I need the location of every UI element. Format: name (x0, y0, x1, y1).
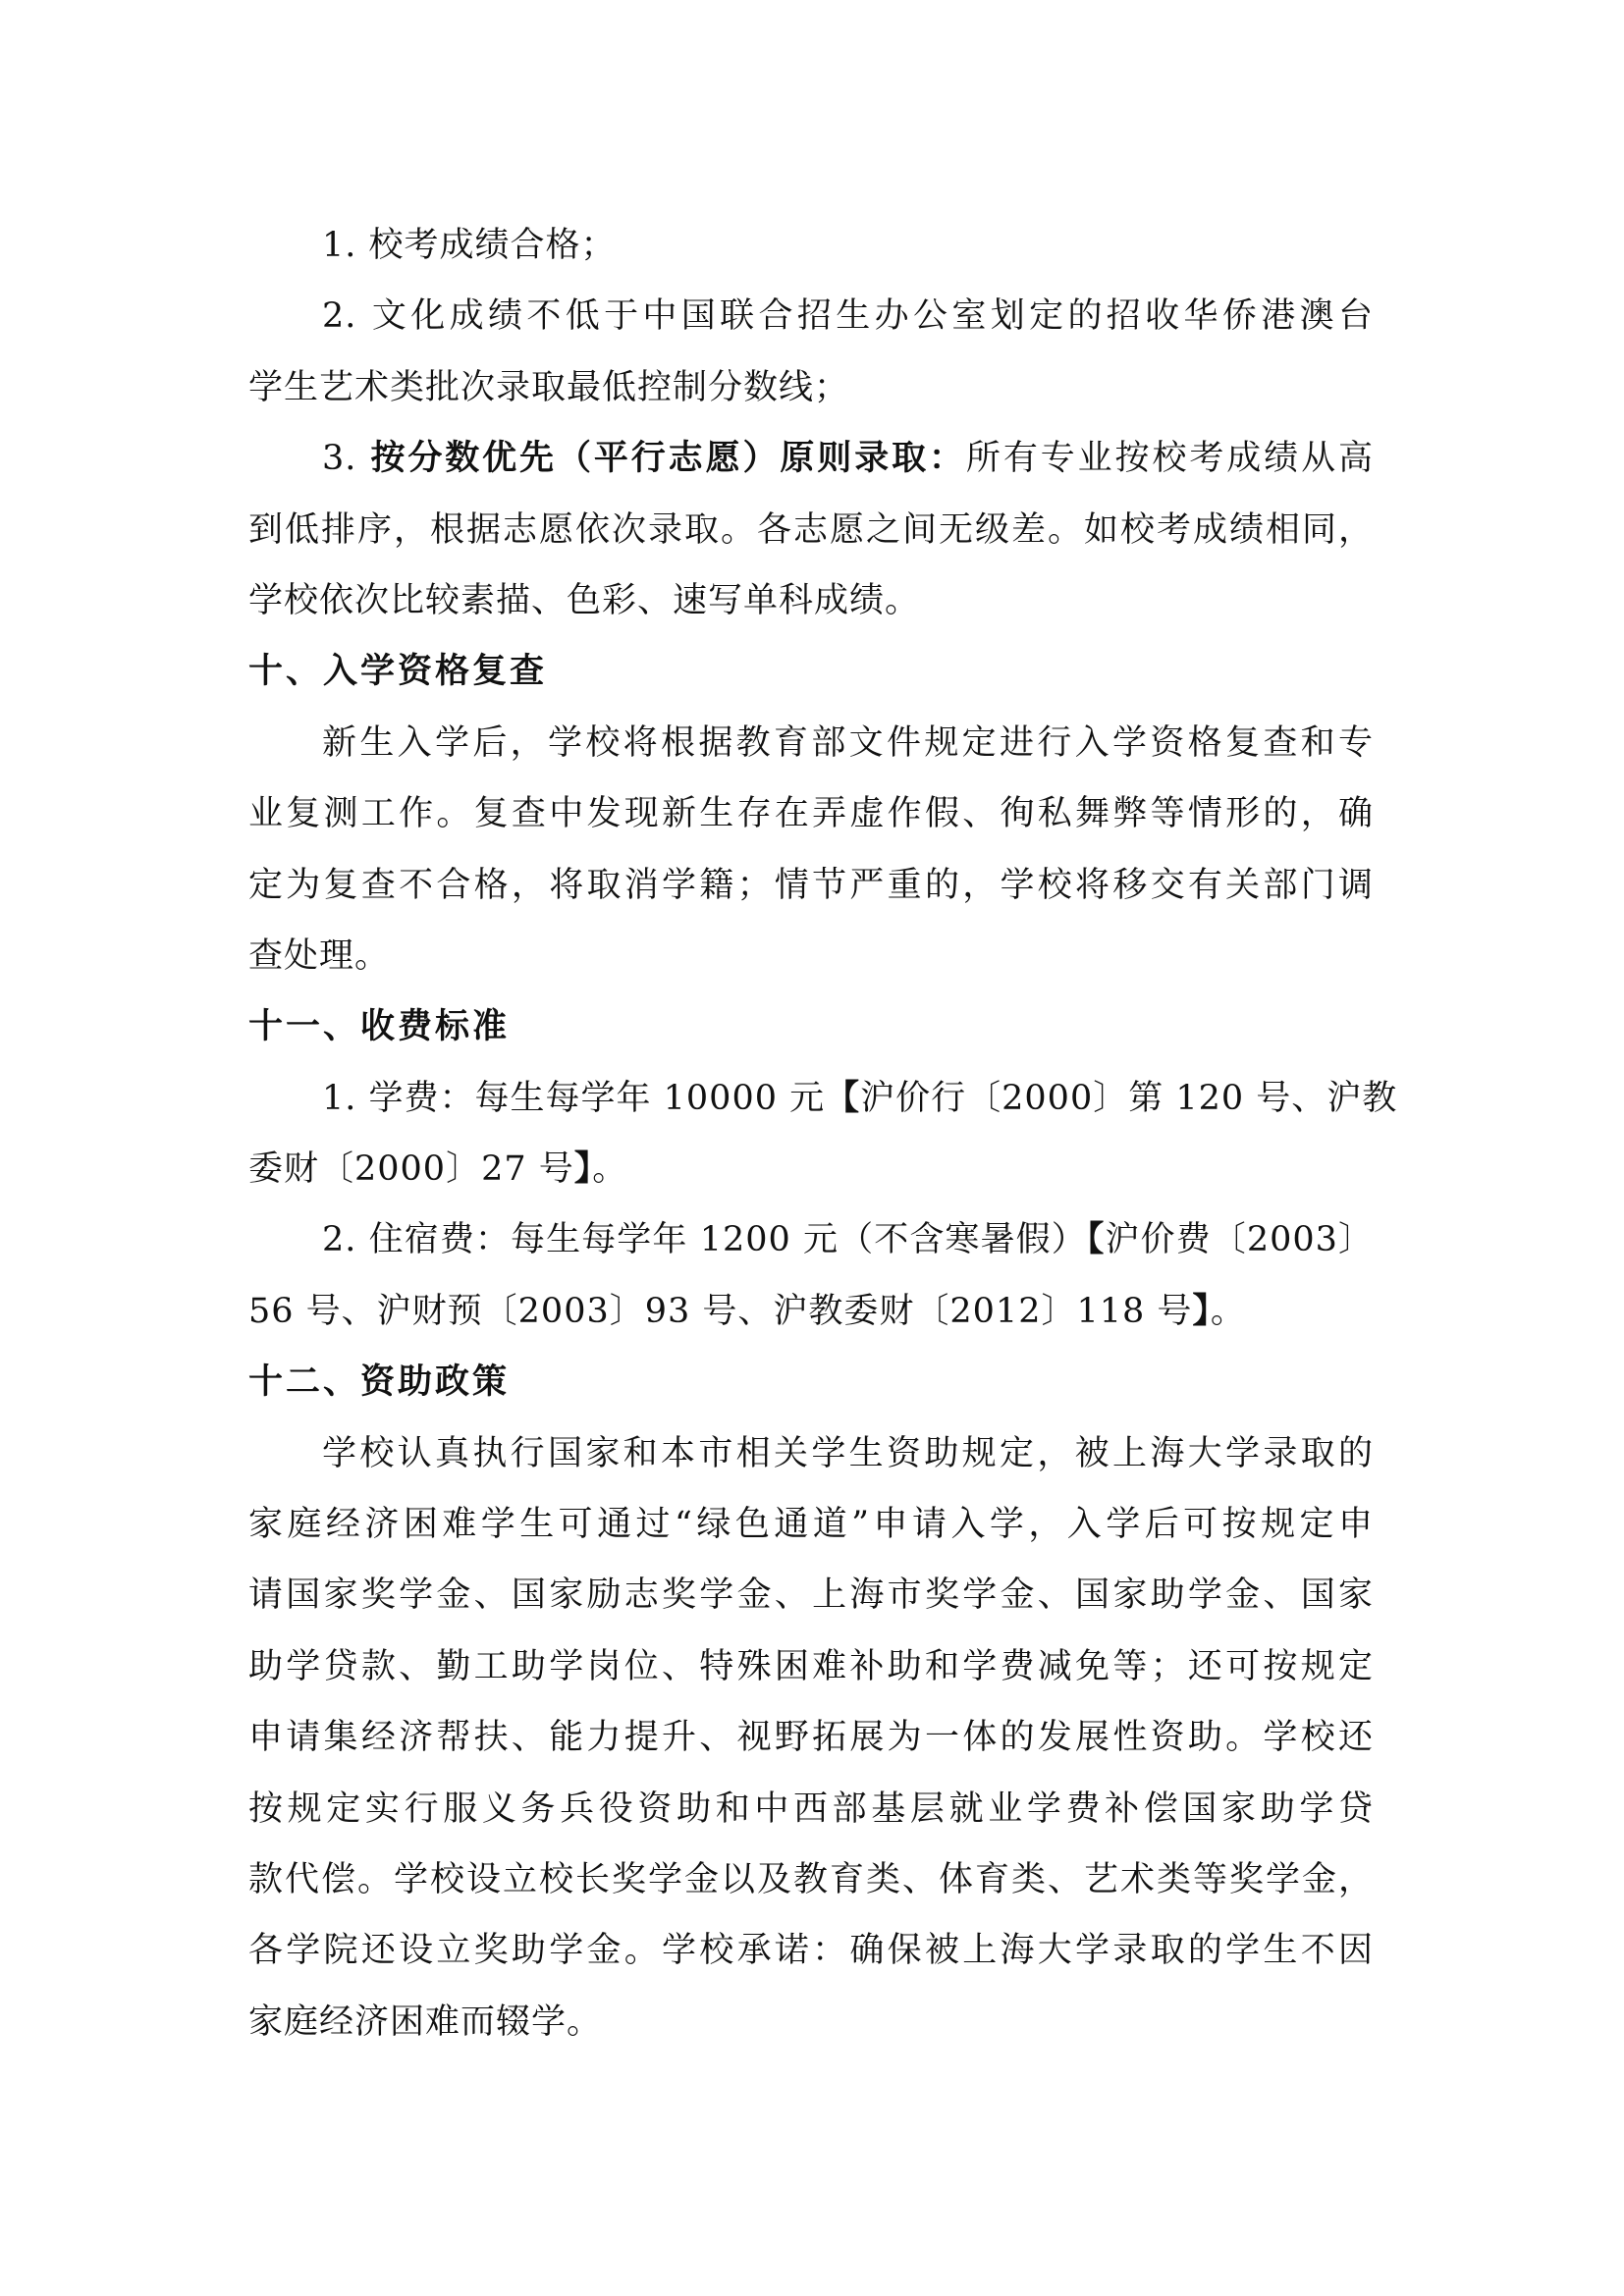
close-bracket: 】 (573, 1148, 593, 1190)
fee-tuition-text: 1. 学费：每生每学年 10000 元 (322, 1078, 826, 1118)
fee-item-1-line-2 (248, 1134, 1374, 1204)
fee-item-2-line-1 (248, 1204, 1374, 1275)
section-10-line: 新生入学后，学校将根据教育部文件规定进行入学资格复查和专 (322, 722, 1374, 763)
section-12-line: 家庭经济困难学生可通过“绿色通道”申请入学，入学后可按规定申 (248, 1505, 1374, 1545)
fee-tuition-reference-cont: 委财〔2000〕27 号 (248, 1149, 574, 1190)
section-12-line: 请国家奖学金、国家励志奖学金、上海市奖学金、国家助学金、国家 (248, 1575, 1374, 1616)
fee-lodging-text: 2. 住宿费：每生每学年 1200 元（不含寒暑假） (322, 1220, 1087, 1260)
open-bracket: 【 (825, 1077, 861, 1118)
section-10-line: 定为复查不合格，将取消学籍；情节严重的，学校将移交有关部门调 (248, 865, 1374, 905)
criteria-item-3-bold-title: 按分数优先（平行志愿）原则录取： (370, 438, 966, 479)
criteria-item-2-line-1: 2. 文化成绩不低于中国联合招生办公室划定的招收华侨港澳台 (322, 296, 1374, 337)
section-12-line: 家庭经济困难而辍学。 (248, 2002, 603, 2042)
period: 。 (1210, 1291, 1246, 1331)
close-bracket: 】 (1192, 1290, 1211, 1331)
fee-item-2-line-2 (248, 1276, 1374, 1347)
period: 。 (592, 1149, 628, 1190)
criteria-item-3-text: 所有专业按校考成绩从高 (965, 439, 1374, 479)
fee-item-1-line-1 (248, 1063, 1398, 1134)
section-heading-10: 十、入学资格复查 (248, 651, 548, 692)
fee-lodging-reference: 沪价费〔2003〕 (1105, 1220, 1374, 1260)
criteria-item-3-line-3: 学校依次比较素描、色彩、速写单科成绩。 (248, 580, 921, 620)
fee-lodging-reference-cont: 56 号、沪财预〔2003〕93 号、沪教委财〔2012〕118 号 (248, 1291, 1193, 1331)
criteria-item-2-line-2: 学生艺术类批次录取最低控制分数线； (248, 367, 850, 407)
section-10-line: 查处理。 (248, 935, 391, 976)
section-12-line: 款代偿。学校设立校长奖学金以及教育类、体育类、艺术类等奖学金， (248, 1859, 1374, 1899)
fee-tuition-reference: 沪价行〔2000〕第 120 号、沪教 (860, 1078, 1398, 1118)
document-page (248, 210, 1398, 2057)
criteria-item-1: 1. 校考成绩合格； (322, 226, 617, 265)
criteria-item-3-line-1 (248, 423, 1374, 494)
section-12-line: 按规定实行服义务兵役资助和中西部基层就业学费补偿国家助学贷 (248, 1789, 1374, 1829)
section-12-line: 学校认真执行国家和本市相关学生资助规定，被上海大学录取的 (322, 1433, 1374, 1473)
section-12-line: 助学贷款、勤工助学岗位、特殊困难补助和学费减免等；还可按规定 (248, 1646, 1374, 1686)
section-heading-11: 十一、收费标准 (248, 1006, 511, 1047)
section-12-line: 申请集经济帮扶、能力提升、视野拓展为一体的发展性资助。学校还 (248, 1718, 1374, 1758)
criteria-item-3-line-2: 到低排序，根据志愿依次录取。各志愿之间无级差。如校考成绩相同， (248, 509, 1374, 550)
criteria-item-3-number: 3. (322, 439, 371, 479)
section-12-line: 各学院还设立奖助学金。学校承诺：确保被上海大学录取的学生不因 (248, 1931, 1374, 1971)
open-bracket: 【 (1086, 1219, 1106, 1260)
section-10-line: 业复测工作。复查中发现新生存在弄虚作假、徇私舞弊等情形的，确 (248, 794, 1374, 834)
section-heading-12: 十二、资助政策 (248, 1362, 511, 1403)
